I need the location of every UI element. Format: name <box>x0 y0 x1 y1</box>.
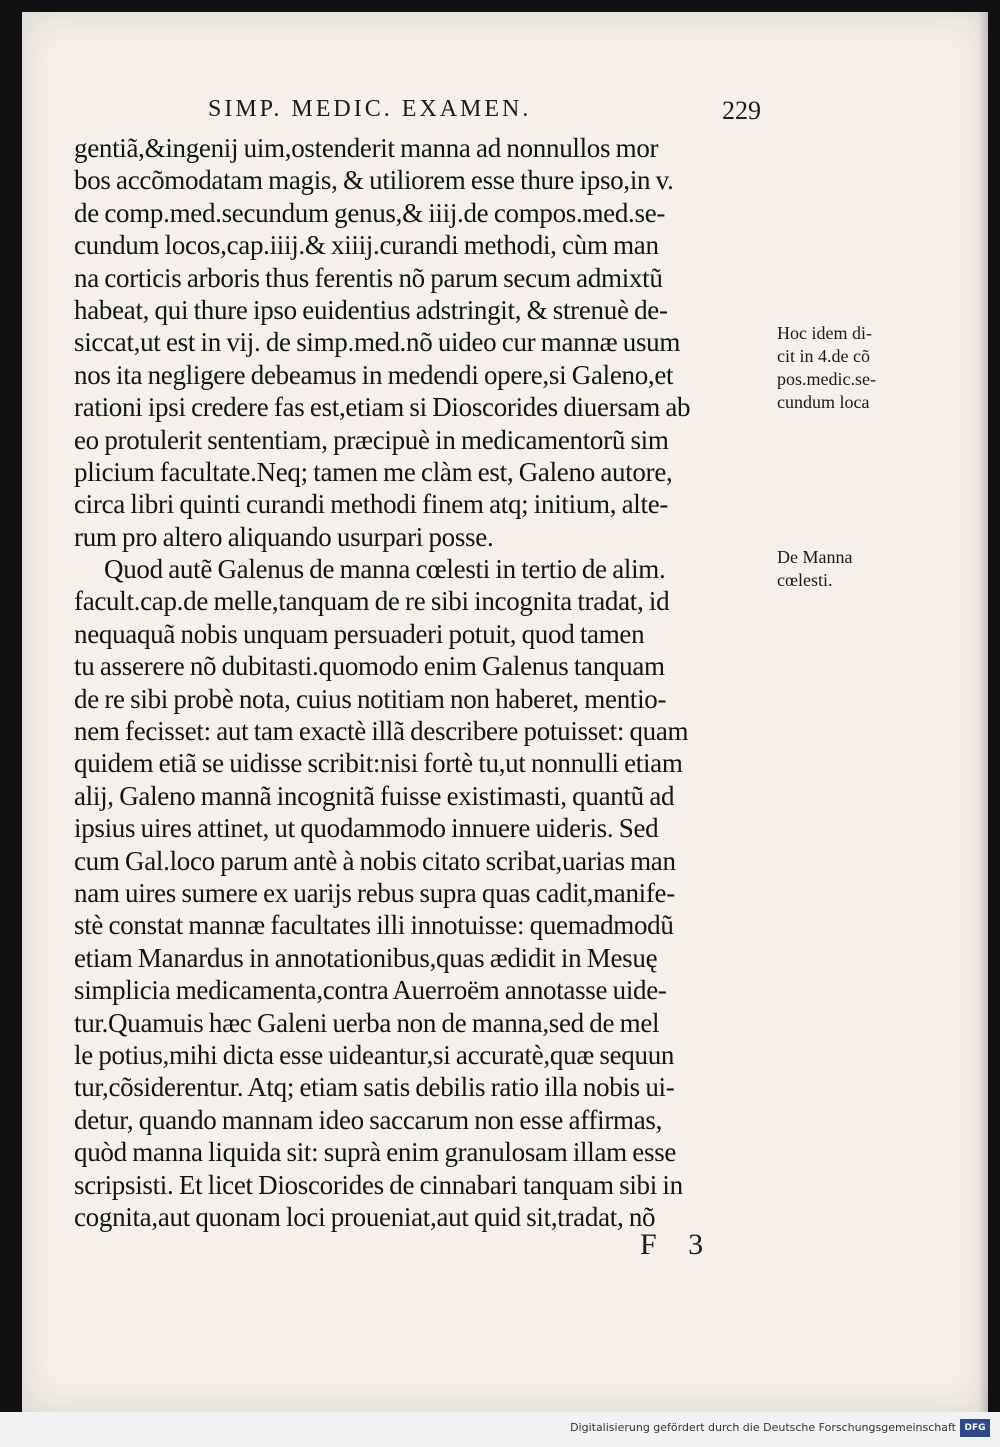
text-line: nos ita negligere debeamus in medendi opere,si Galeno,et <box>74 359 674 390</box>
text-line: siccat,ut est in vij. de simp.med.nõ uideo cur mannæ usum <box>74 327 681 358</box>
text-line: simplicia medicamenta,contra Auerroëm annotasse uide- <box>74 975 667 1006</box>
running-head: SIMP. MEDIC. EXAMEN. <box>208 96 532 122</box>
text-line: na corticis arboris thus ferentis nõ parum secum admixtũ <box>74 262 663 293</box>
paragraph-start-line: Quod autẽ Galenus de manna cœlesti in tertio de alim. <box>104 554 666 585</box>
text-line: ipsius uires attinet, ut quodammodo innuere uideris. Sed <box>74 813 659 844</box>
text-line: cum Gal.loco parum antè à nobis citato scribat,uarias man <box>74 845 676 876</box>
text-line: bos accõmodatam magis, & utiliorem esse thure ipso,in v. <box>74 165 674 196</box>
text-line: tur.Quamuis hæc Galeni uerba non de manna,sed de mel <box>74 1007 660 1038</box>
text-line: etiam Manardus in annotationibus,quas ædidit in Mesuę <box>74 942 658 973</box>
text-line: stè constat mannæ facultates illi innotuisse: quemadmodũ <box>74 910 674 941</box>
text-line: cundum locos,cap.iiij.& xiiij.curandi methodi, cùm man <box>74 230 659 261</box>
text-line: eo protulerit sententiam, præcipuè in medicamentorũ sim <box>74 424 669 455</box>
text-line: rum pro altero aliquando usurpari posse. <box>74 521 494 552</box>
digitization-footer <box>0 1412 1000 1447</box>
text-line: nam uires sumere ex uarijs rebus supra quas cadit,manife- <box>74 877 675 908</box>
text-line: quòd manna liquida sit: suprà enim granulosam illam esse <box>74 1137 677 1168</box>
marginal-note-manna <box>777 546 907 592</box>
marginal-line: cundum loca <box>777 392 870 412</box>
marginal-line: cœlesti. <box>777 570 833 590</box>
text-line: nem fecisset: aut tam exactè illã describere potuisset: quam <box>74 716 689 747</box>
marginal-line: cit in 4.de cõ <box>777 346 870 366</box>
text-line: circa libri quinti curandi methodi finem atq; initium, alte- <box>74 489 669 520</box>
text-line: scripsisti. Et licet Dioscorides de cinnabari tanquam sibi in <box>74 1169 683 1200</box>
text-line: gentiã,&ingenij uim,ostenderit manna ad nonnullos mor <box>74 133 659 163</box>
text-line: de comp.med.secundum genus,& iiij.de compos.med.se- <box>74 197 666 228</box>
text-line: quidem etiã se uidisse scribit:nisi fortè tu,ut nonnulli etiam <box>74 748 683 779</box>
main-text-block <box>74 132 774 1233</box>
text-line: detur, quando mannam ideo saccarum non esse affirmas, <box>74 1104 663 1135</box>
text-line: facult.cap.de melle,tanquam de re sibi incognita tradat, id <box>74 586 670 617</box>
text-line: habeat, qui thure ipso euidentius adstringit, & strenuè de- <box>74 294 668 325</box>
text-line: le potius,mihi dicta esse uideantur,si accuratè,quæ sequun <box>74 1039 675 1070</box>
book-page <box>22 12 988 1412</box>
page-number: 229 <box>722 96 761 125</box>
text-line: plicium facultate.Neq; tamen me clàm est, Galeno autore, <box>74 456 673 487</box>
text-line: nequaquã nobis unquam persuaderi potuit, quod tamen <box>74 618 645 649</box>
text-line: tu asserere nõ dubitasti.quomodo enim Galenus tanquam <box>74 651 665 682</box>
text-line: cognita,aut quonam loci proueniat,aut quid sit,tradat, nõ <box>74 1201 656 1232</box>
marginal-line: De Manna <box>777 547 853 567</box>
marginal-line: pos.medic.se- <box>777 369 876 389</box>
text-line: rationi ipsi credere fas est,etiam si Dioscorides diuersam ab <box>74 392 691 423</box>
page-edge-shadow <box>978 12 988 1412</box>
text-line: de re sibi probè nota, cuius notitiam non haberet, mentio- <box>74 683 667 714</box>
marginal-note-reference <box>777 322 907 414</box>
text-line: tur,cõsiderentur. Atq; etiam satis debilis ratio illa nobis ui- <box>74 1072 675 1103</box>
text-line: alij, Galeno mannã incognitã fuisse existimasti, quantũ ad <box>74 780 675 811</box>
funding-credit: Digitalisierung gefördert durch die Deutsche Forschungsgemeinschaft <box>570 1421 956 1434</box>
signature-mark: F 3 <box>640 1228 716 1261</box>
marginal-line: Hoc idem di- <box>777 323 872 343</box>
dfg-logo-icon: DFG <box>960 1419 990 1437</box>
